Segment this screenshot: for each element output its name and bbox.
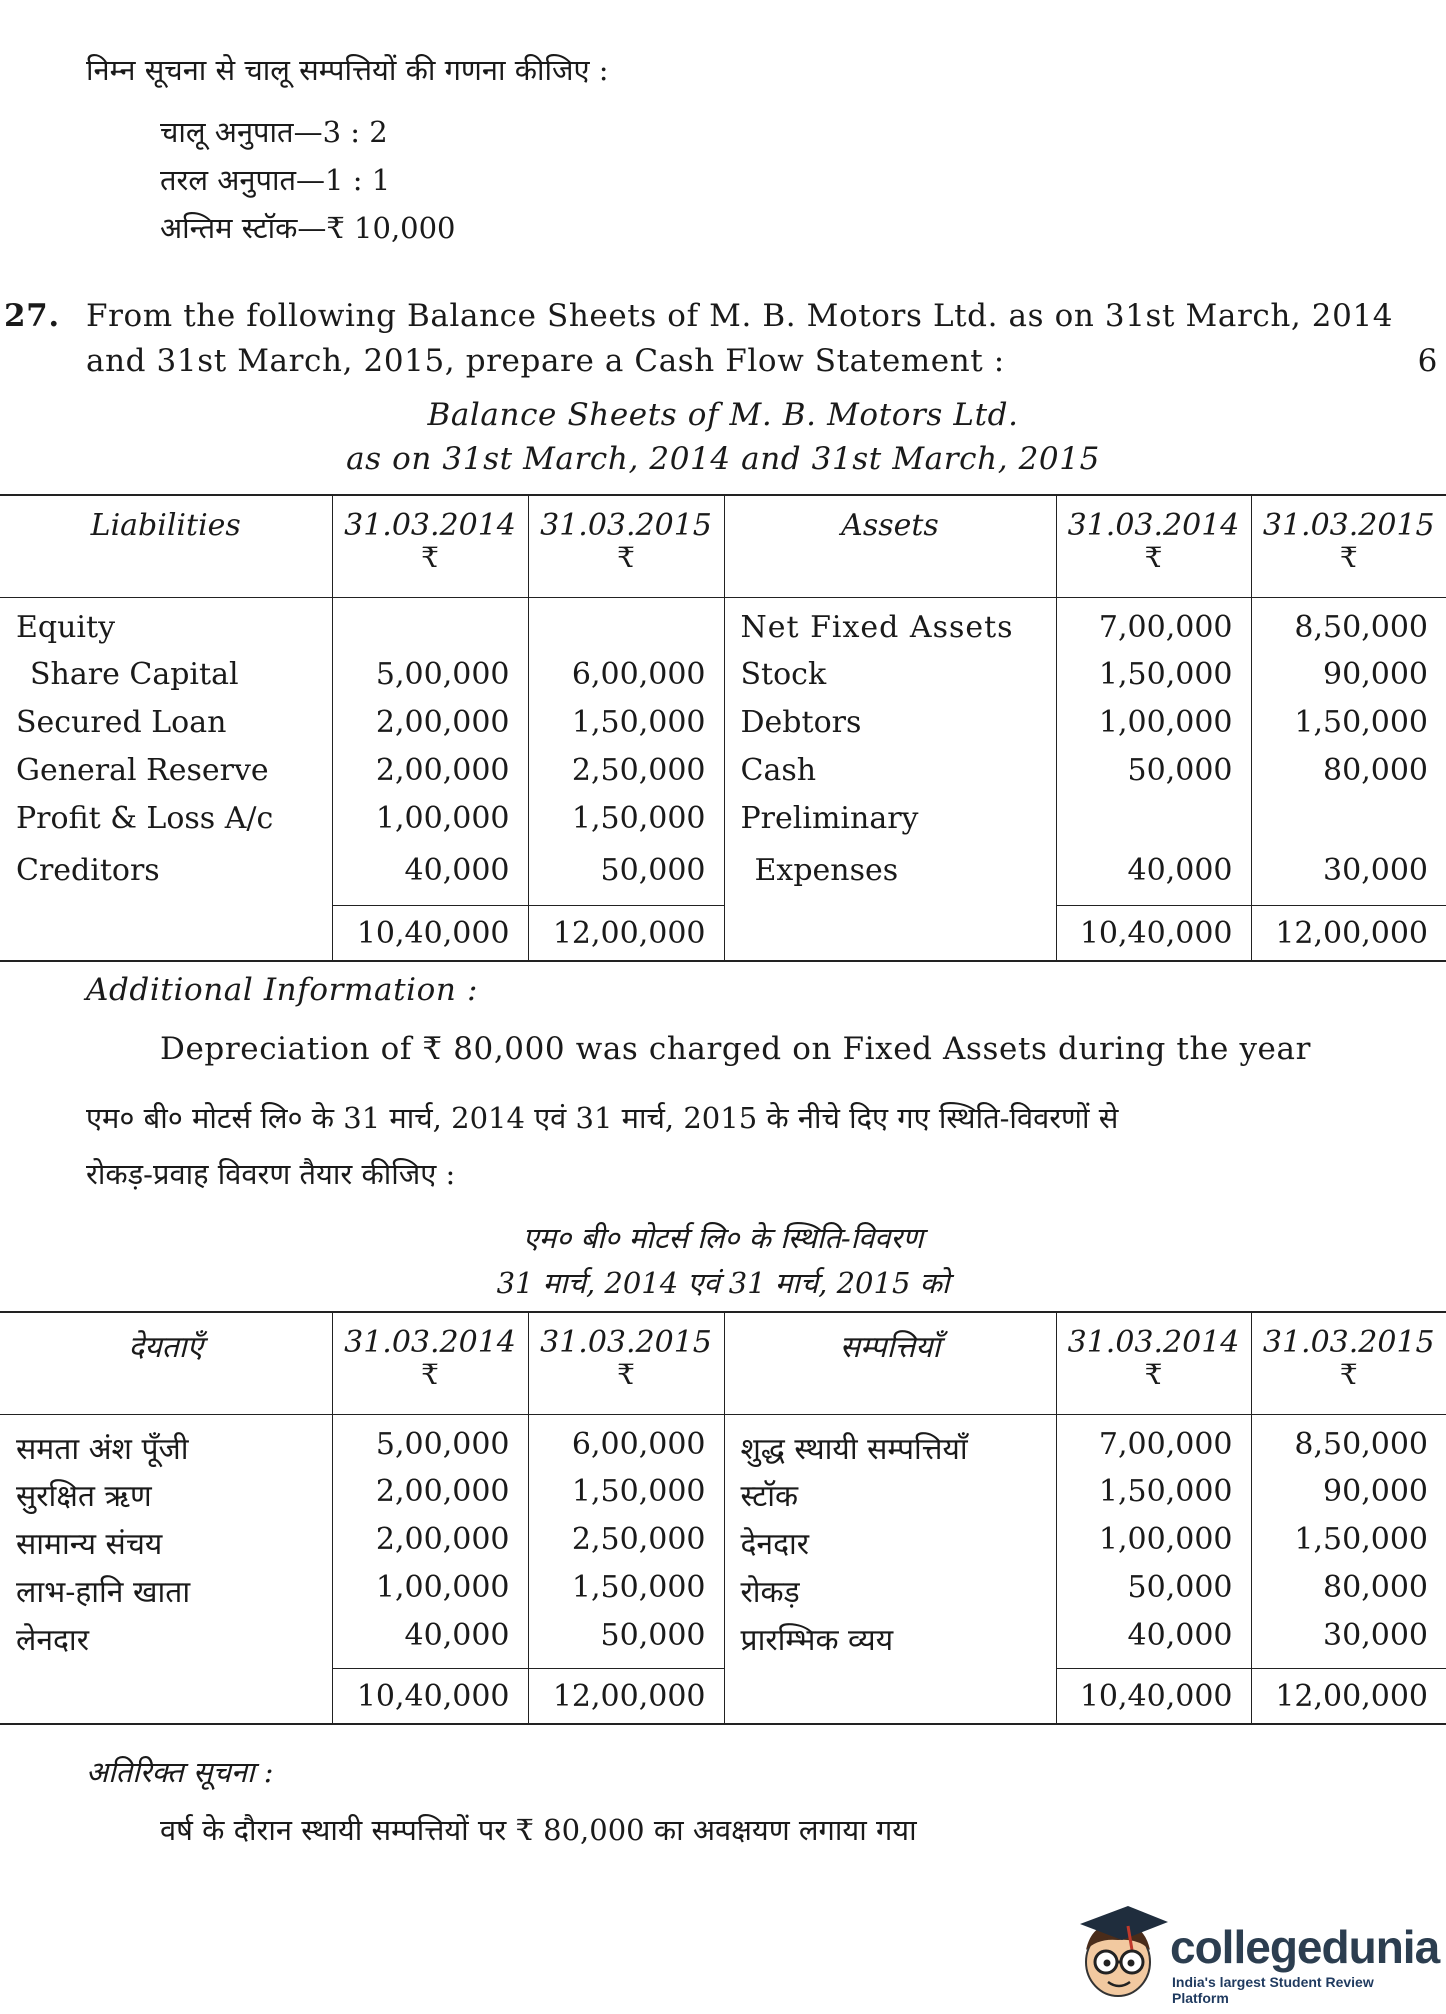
liability-2014: 2,00,000 bbox=[332, 1474, 528, 1522]
asset-2015: 1,50,000 bbox=[1251, 1522, 1446, 1570]
liability-label: लेनदार bbox=[16, 1623, 89, 1658]
liability-label: Creditors bbox=[16, 853, 160, 888]
total-assets-2014: 10,40,000 bbox=[1056, 1668, 1251, 1724]
table-row bbox=[0, 1570, 1446, 1618]
collegedunia-logo bbox=[1072, 1900, 1440, 2006]
table-row bbox=[0, 847, 1446, 905]
english-header-2015-assets: 31.03.2015 ₹ bbox=[1251, 495, 1446, 597]
hindi-table-title-2: 31 मार्च, 2014 एवं 31 मार्च, 2015 को bbox=[496, 1266, 950, 1300]
asset-2015: 1,50,000 bbox=[1251, 705, 1446, 753]
liability-label: Equity bbox=[16, 609, 116, 645]
hindi-header-assets: सम्पत्तियाँ bbox=[724, 1312, 1056, 1414]
hindi-intro-1: एम० बी० मोटर्स लि० के 31 मार्च, 2014 एवं 31 मार्च, 2015 के नीचे दिए गए स्थिति-विवरणों से bbox=[86, 1101, 1119, 1135]
hindi-balance-sheet bbox=[0, 1311, 1446, 1725]
asset-2014: 1,50,000 bbox=[1056, 1474, 1251, 1522]
question-number: 27. bbox=[4, 298, 60, 334]
liability-2014: 1,00,000 bbox=[332, 801, 528, 847]
liability-2015: 1,50,000 bbox=[528, 705, 724, 753]
hindi-intro-2: रोकड़-प्रवाह विवरण तैयार कीजिए : bbox=[86, 1157, 456, 1191]
table-row bbox=[0, 1414, 1446, 1474]
liability-2014: 5,00,000 bbox=[332, 1414, 528, 1474]
asset-2015: 30,000 bbox=[1251, 847, 1446, 905]
asset-label: Expenses bbox=[724, 847, 1056, 905]
liability-2015: 50,000 bbox=[528, 847, 724, 905]
intro-line-liquid-ratio: तरल अनुपात—1 : 1 bbox=[160, 163, 391, 197]
question-line-1: From the following Balance Sheets of M. B. Motors Ltd. as on 31st March, 2014 bbox=[86, 298, 1394, 334]
liability-2014: 1,00,000 bbox=[332, 1570, 528, 1618]
liability-2014: 5,00,000 bbox=[332, 657, 528, 705]
liability-label: Secured Loan bbox=[16, 705, 227, 740]
logo-name: collegedunia bbox=[1170, 1921, 1440, 1973]
table-row bbox=[0, 1522, 1446, 1570]
asset-2014 bbox=[1056, 801, 1251, 847]
english-additional-text: Depreciation of ₹ 80,000 was charged on Fixed Assets during the year bbox=[160, 1031, 1312, 1067]
hindi-header-2014-assets: 31.03.2014 ₹ bbox=[1056, 1312, 1251, 1414]
liability-label: सुरक्षित ऋण bbox=[16, 1479, 152, 1514]
asset-label: स्टॉक bbox=[724, 1474, 1056, 1522]
asset-label: रोकड़ bbox=[724, 1570, 1056, 1618]
liability-label: समता अंश पूँजी bbox=[16, 1431, 189, 1467]
intro-line-closing-stock: अन्तिम स्टॉक—₹ 10,000 bbox=[160, 211, 456, 245]
asset-label: Stock bbox=[724, 657, 1056, 705]
table-row bbox=[0, 801, 1446, 847]
logo-tagline: India's largest Student Review Platform bbox=[1172, 1974, 1374, 2006]
table-row bbox=[0, 597, 1446, 657]
mascot-icon bbox=[1072, 1900, 1168, 2000]
asset-2014: 7,00,000 bbox=[1056, 1414, 1251, 1474]
hindi-additional-label: अतिरिक्त सूचना : bbox=[86, 1755, 274, 1789]
liability-2014: 40,000 bbox=[332, 847, 528, 905]
liability-label: Profit & Loss A/c bbox=[16, 801, 274, 836]
hindi-header-liabilities: देयताएँ bbox=[128, 1330, 204, 1365]
total-liabilities-2014: 10,40,000 bbox=[332, 905, 528, 961]
liability-label: लाभ-हानि खाता bbox=[16, 1575, 191, 1610]
asset-2015: 80,000 bbox=[1251, 1570, 1446, 1618]
total-liabilities-2015: 12,00,000 bbox=[528, 1668, 724, 1724]
total-assets-2014: 10,40,000 bbox=[1056, 905, 1251, 961]
asset-2014: 1,00,000 bbox=[1056, 1522, 1251, 1570]
liability-2015: 1,50,000 bbox=[528, 801, 724, 847]
liability-2014: 2,00,000 bbox=[332, 705, 528, 753]
english-table-title-1: Balance Sheets of M. B. Motors Ltd. bbox=[427, 397, 1019, 433]
liability-2015: 1,50,000 bbox=[528, 1474, 724, 1522]
asset-2014: 1,50,000 bbox=[1056, 657, 1251, 705]
english-header-2014-liabilities: 31.03.2014 ₹ bbox=[332, 495, 528, 597]
english-additional-label: Additional Information : bbox=[86, 972, 478, 1008]
asset-2014: 40,000 bbox=[1056, 847, 1251, 905]
intro-line-current-ratio: चालू अनुपात—3 : 2 bbox=[160, 115, 388, 149]
liability-2015: 2,50,000 bbox=[528, 1522, 724, 1570]
asset-2015: 30,000 bbox=[1251, 1618, 1446, 1668]
hindi-header-2015-liabilities: 31.03.2015 ₹ bbox=[528, 1312, 724, 1414]
liability-2015: 6,00,000 bbox=[528, 1414, 724, 1474]
asset-label: शुद्ध स्थायी सम्पत्तियाँ bbox=[724, 1414, 1056, 1474]
asset-label: प्रारम्भिक व्यय bbox=[724, 1618, 1056, 1668]
asset-label: Cash bbox=[724, 753, 1056, 801]
english-header-row bbox=[0, 495, 1446, 597]
hindi-header-row bbox=[0, 1312, 1446, 1414]
table-row bbox=[0, 753, 1446, 801]
english-header-2015-liabilities: 31.03.2015 ₹ bbox=[528, 495, 724, 597]
hindi-table-title-1: एम० बी० मोटर्स लि० के स्थिति-विवरण bbox=[522, 1221, 924, 1255]
liability-2015: 2,50,000 bbox=[528, 753, 724, 801]
asset-2014: 50,000 bbox=[1056, 1570, 1251, 1618]
asset-2015: 8,50,000 bbox=[1251, 597, 1446, 657]
liability-2014: 2,00,000 bbox=[332, 1522, 528, 1570]
table-row bbox=[0, 657, 1446, 705]
liability-2015: 50,000 bbox=[528, 1618, 724, 1668]
asset-2014: 40,000 bbox=[1056, 1618, 1251, 1668]
hindi-header-2014-liabilities: 31.03.2014 ₹ bbox=[332, 1312, 528, 1414]
table-row bbox=[0, 1618, 1446, 1668]
total-assets-2015: 12,00,000 bbox=[1251, 905, 1446, 961]
english-table-title-2: as on 31st March, 2014 and 31st March, 2015 bbox=[346, 441, 1100, 477]
asset-label: Net Fixed Assets bbox=[724, 597, 1056, 657]
liability-label: Share Capital bbox=[30, 657, 239, 692]
asset-label: Preliminary bbox=[724, 801, 1056, 847]
liability-2014: 40,000 bbox=[332, 1618, 528, 1668]
asset-2015: 80,000 bbox=[1251, 753, 1446, 801]
asset-2014: 7,00,000 bbox=[1056, 597, 1251, 657]
asset-2015: 90,000 bbox=[1251, 657, 1446, 705]
asset-2015 bbox=[1251, 801, 1446, 847]
hindi-header-2015-assets: 31.03.2015 ₹ bbox=[1251, 1312, 1446, 1414]
asset-2015: 8,50,000 bbox=[1251, 1414, 1446, 1474]
table-row bbox=[0, 705, 1446, 753]
liability-2015: 1,50,000 bbox=[528, 1570, 724, 1618]
liability-label: सामान्य संचय bbox=[16, 1527, 163, 1562]
english-totals-row bbox=[0, 905, 1446, 961]
total-liabilities-2015: 12,00,000 bbox=[528, 905, 724, 961]
english-header-2014-assets: 31.03.2014 ₹ bbox=[1056, 495, 1251, 597]
question-line-2: and 31st March, 2015, prepare a Cash Flow Statement : bbox=[86, 343, 1005, 379]
total-liabilities-2014: 10,40,000 bbox=[332, 1668, 528, 1724]
hindi-additional-text: वर्ष के दौरान स्थायी सम्पत्तियों पर ₹ 80,000 का अवक्षयण लगाया गया bbox=[160, 1813, 917, 1847]
english-balance-sheet bbox=[0, 494, 1446, 962]
liability-2014: 2,00,000 bbox=[332, 753, 528, 801]
asset-2015: 90,000 bbox=[1251, 1474, 1446, 1522]
liability-2015: 6,00,000 bbox=[528, 657, 724, 705]
intro-heading: निम्न सूचना से चालू सम्पत्तियों की गणना कीजिए : bbox=[86, 53, 609, 87]
asset-2014: 1,00,000 bbox=[1056, 705, 1251, 753]
asset-label: Debtors bbox=[724, 705, 1056, 753]
liability-2015 bbox=[528, 597, 724, 657]
table-row bbox=[0, 1474, 1446, 1522]
total-assets-2015: 12,00,000 bbox=[1251, 1668, 1446, 1724]
hindi-totals-row bbox=[0, 1668, 1446, 1724]
question-marks: 6 bbox=[1417, 343, 1438, 379]
liability-2014 bbox=[332, 597, 528, 657]
asset-label: देनदार bbox=[724, 1522, 1056, 1570]
asset-2014: 50,000 bbox=[1056, 753, 1251, 801]
english-header-liabilities: Liabilities bbox=[90, 508, 241, 543]
english-header-assets: Assets bbox=[724, 495, 1056, 597]
liability-label: General Reserve bbox=[16, 753, 269, 788]
